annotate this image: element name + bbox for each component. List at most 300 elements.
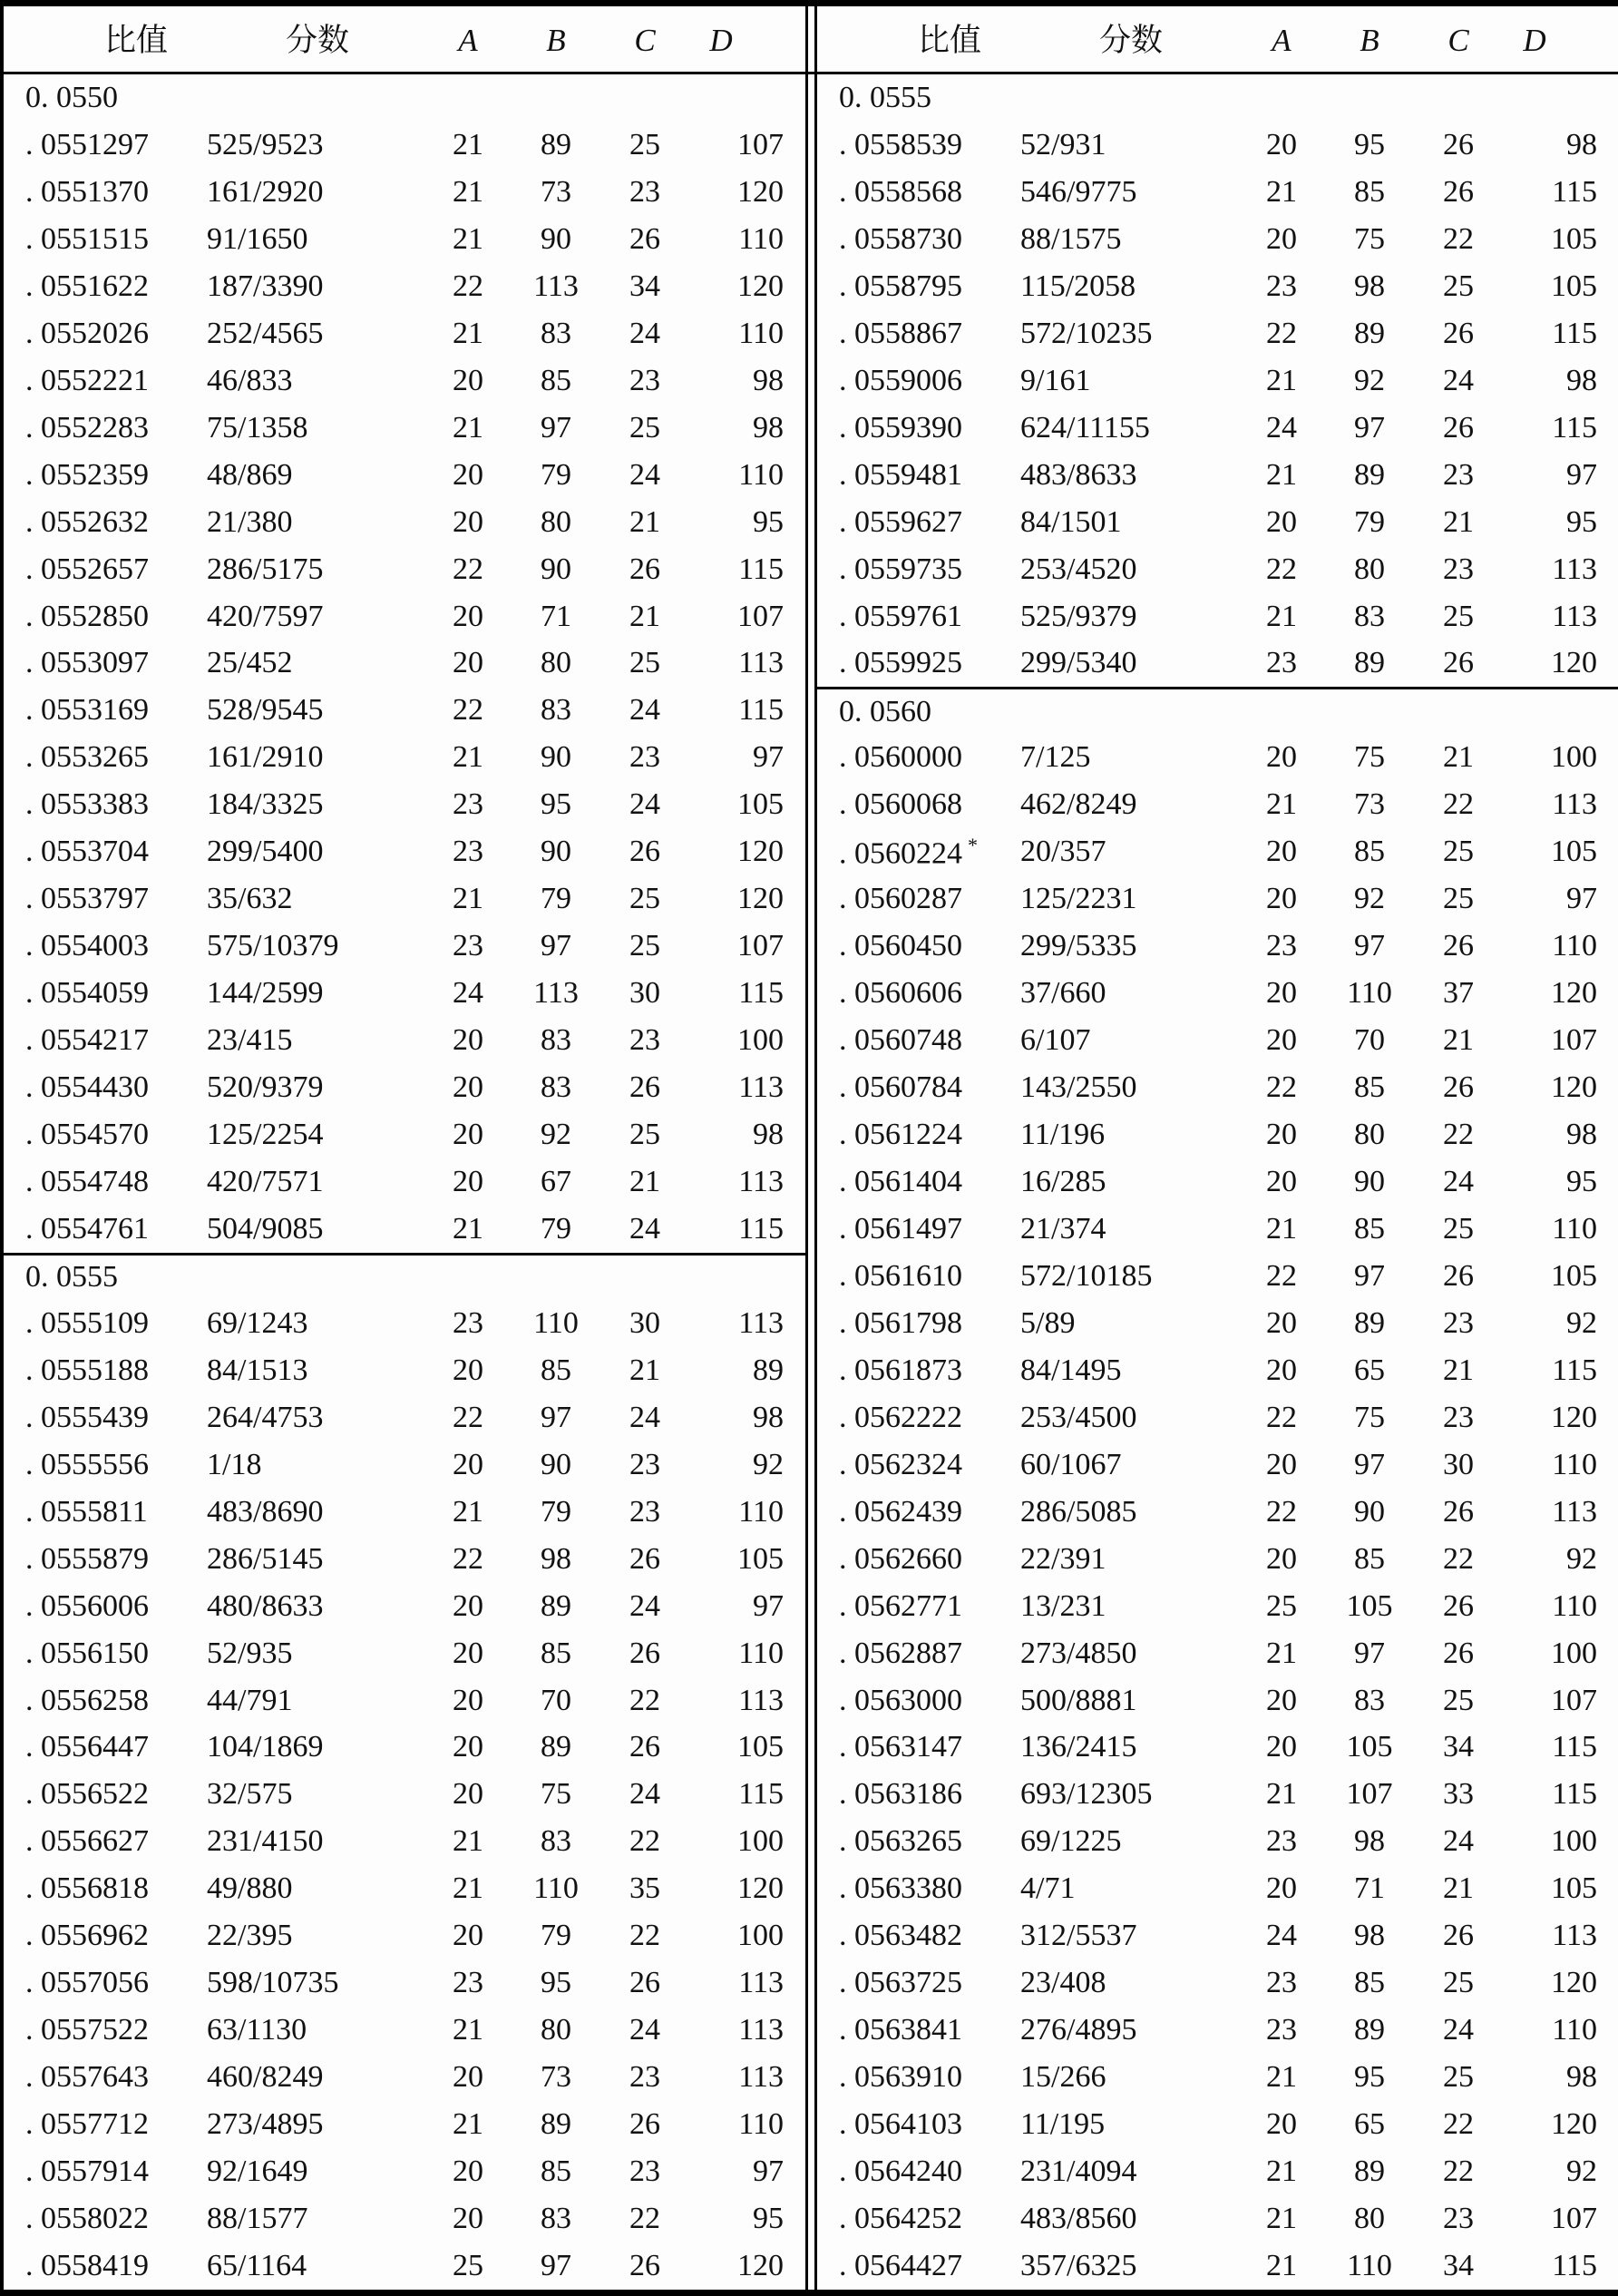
table-row (4, 310, 805, 357)
ratio-cell: . 0551370 (25, 174, 149, 209)
fraction-cell: 483/8690 (207, 1494, 324, 1529)
d-cell: 92 (1566, 1305, 1597, 1340)
c-cell: 26 (1443, 174, 1474, 209)
ratio-cell: . 0559925 (839, 646, 962, 680)
b-cell: 89 (541, 1588, 571, 1623)
d-cell: 110 (738, 316, 784, 350)
fraction-cell: 16/285 (1020, 1164, 1106, 1198)
table-row (4, 357, 805, 405)
table-row (4, 1347, 805, 1394)
b-cell: 80 (1354, 552, 1385, 586)
section-label: 0. 0550 (25, 80, 118, 114)
table-row (817, 1300, 1618, 1347)
a-cell: 20 (1266, 1305, 1297, 1340)
b-cell: 89 (1354, 1305, 1385, 1340)
b-cell: 71 (1354, 1871, 1385, 1906)
c-cell: 24 (629, 1588, 660, 1623)
fraction-cell: 49/880 (207, 1871, 293, 1906)
a-cell: 20 (453, 1683, 483, 1717)
fraction-cell: 91/1650 (207, 221, 308, 256)
fraction-cell: 9/161 (1020, 363, 1091, 397)
ratio-cell: . 0560606 (839, 976, 962, 1011)
table-row (817, 923, 1618, 970)
a-cell: 20 (1266, 1730, 1297, 1764)
a-cell: 21 (1266, 2060, 1297, 2095)
table-row (4, 1771, 805, 1818)
c-cell: 23 (1443, 457, 1474, 492)
a-cell: 25 (453, 2249, 483, 2283)
c-cell: 25 (1443, 269, 1474, 303)
a-cell: 20 (1266, 1541, 1297, 1576)
a-cell: 22 (1266, 1070, 1297, 1105)
a-cell: 21 (453, 410, 483, 445)
a-cell: 23 (453, 1966, 483, 2000)
b-cell: 90 (541, 1447, 571, 1481)
table-row (817, 2195, 1618, 2242)
fraction-cell: 115/2058 (1020, 269, 1136, 303)
b-cell: 83 (541, 1070, 571, 1105)
table-row (4, 2054, 805, 2101)
fraction-cell: 104/1869 (207, 1730, 324, 1764)
c-cell: 23 (629, 363, 660, 397)
table-row (817, 2007, 1618, 2054)
a-cell: 20 (1266, 2107, 1297, 2142)
b-cell: 95 (541, 787, 571, 822)
c-cell: 21 (1443, 1353, 1474, 1387)
table-row (4, 169, 805, 216)
b-cell: 95 (541, 1966, 571, 2000)
a-cell: 20 (453, 1730, 483, 1764)
fraction-cell: 693/12305 (1020, 1777, 1153, 1812)
a-cell: 20 (1266, 1447, 1297, 1481)
c-cell: 25 (1443, 1683, 1474, 1717)
a-cell: 21 (453, 1871, 483, 1906)
b-cell: 80 (541, 2013, 571, 2047)
d-cell: 110 (738, 221, 784, 256)
c-cell: 22 (1443, 787, 1474, 822)
b-cell: 83 (541, 693, 571, 728)
table-row (817, 546, 1618, 593)
fraction-cell: 20/357 (1020, 835, 1106, 869)
c-cell: 25 (1443, 1211, 1474, 1246)
d-cell: 100 (737, 1023, 784, 1058)
a-cell: 23 (453, 929, 483, 963)
b-cell: 90 (1354, 1494, 1385, 1529)
table-row (817, 875, 1618, 923)
table-header-row (4, 6, 805, 74)
table-row (4, 2148, 805, 2195)
a-cell: 21 (453, 2107, 483, 2142)
table-body-left (4, 74, 805, 2290)
d-cell: 110 (738, 1494, 784, 1529)
section-label: 0. 0555 (25, 1260, 118, 1295)
a-cell: 21 (1266, 599, 1297, 633)
d-cell: 92 (753, 1447, 784, 1481)
fraction-cell: 252/4565 (207, 316, 324, 350)
a-cell: 22 (453, 1541, 483, 1576)
fraction-cell: 23/415 (207, 1023, 293, 1058)
fraction-cell: 35/632 (207, 882, 293, 916)
d-cell: 120 (737, 835, 784, 869)
ratio-cell: . 0564103 (839, 2107, 962, 2142)
c-cell: 24 (629, 316, 660, 350)
table-row (4, 546, 805, 593)
c-cell: 22 (629, 2202, 660, 2236)
c-cell: 25 (629, 410, 660, 445)
ratio-cell: . 0561873 (839, 1353, 962, 1387)
table-row (4, 499, 805, 546)
a-cell: 21 (453, 127, 483, 161)
ratio-cell: . 0552657 (25, 552, 149, 586)
fraction-cell: 286/5175 (207, 552, 324, 586)
a-cell: 21 (453, 2013, 483, 2047)
a-cell: 20 (1266, 1683, 1297, 1717)
table-row (4, 875, 805, 923)
a-cell: 22 (1266, 1494, 1297, 1529)
d-cell: 115 (1552, 174, 1597, 209)
a-cell: 23 (1266, 269, 1297, 303)
c-cell: 22 (629, 1919, 660, 1953)
a-cell: 20 (453, 599, 483, 633)
b-cell: 71 (541, 599, 571, 633)
table-row (4, 1630, 805, 1677)
c-cell: 26 (629, 1730, 660, 1764)
d-cell: 113 (738, 646, 784, 680)
d-cell: 105 (737, 787, 784, 822)
b-cell: 83 (1354, 1683, 1385, 1717)
table-row (817, 734, 1618, 781)
d-cell: 113 (1552, 552, 1597, 586)
ratio-cell: . 0551297 (25, 127, 149, 161)
a-cell: 20 (1266, 976, 1297, 1011)
c-cell: 25 (629, 127, 660, 161)
ratio-cell: . 0556258 (25, 1683, 149, 1717)
b-cell: 110 (1347, 976, 1392, 1011)
d-cell: 113 (1552, 599, 1597, 633)
fraction-cell: 22/395 (207, 1919, 293, 1953)
fraction-cell: 52/935 (207, 1636, 293, 1670)
ratio-cell: . 0562324 (839, 1447, 962, 1481)
a-cell: 21 (1266, 2154, 1297, 2189)
a-cell: 20 (1266, 504, 1297, 539)
c-cell: 24 (629, 457, 660, 492)
d-cell: 110 (1552, 2013, 1597, 2047)
c-cell: 26 (1443, 1070, 1474, 1105)
fraction-cell: 22/391 (1020, 1541, 1106, 1576)
b-cell: 89 (541, 127, 571, 161)
d-cell: 105 (1551, 269, 1597, 303)
a-cell: 20 (453, 1447, 483, 1481)
ratio-cell: . 0558867 (839, 316, 962, 350)
b-cell: 79 (1354, 504, 1385, 539)
table-row (817, 828, 1618, 875)
a-cell: 25 (1266, 1588, 1297, 1623)
fraction-cell: 231/4094 (1020, 2154, 1137, 2189)
b-cell: 79 (541, 1211, 571, 1246)
d-cell: 115 (1552, 410, 1597, 445)
column-header-b: B (546, 23, 566, 58)
ratio-cell: . 0557914 (25, 2154, 149, 2189)
ratio-cell: . 0560000 (839, 740, 962, 775)
b-cell: 105 (1346, 1730, 1393, 1764)
c-cell: 30 (629, 1305, 660, 1340)
b-cell: 90 (541, 835, 571, 869)
section-header-row (817, 687, 1618, 734)
ratio-cell: . 0554430 (25, 1070, 149, 1105)
b-cell: 67 (541, 1164, 571, 1198)
d-cell: 120 (737, 882, 784, 916)
c-cell: 23 (629, 2154, 660, 2189)
d-cell: 97 (1566, 882, 1597, 916)
a-cell: 20 (1266, 127, 1297, 161)
table-row (4, 781, 805, 828)
d-cell: 110 (1552, 929, 1597, 963)
table-row (4, 734, 805, 781)
ratio-cell: . 0553704 (25, 835, 149, 869)
b-cell: 70 (1354, 1023, 1385, 1058)
d-cell: 97 (753, 1588, 784, 1623)
ratio-cell: . 0551515 (25, 221, 149, 256)
b-cell: 73 (541, 174, 571, 209)
d-cell: 115 (1552, 1777, 1597, 1812)
d-cell: 92 (1566, 1541, 1597, 1576)
b-cell: 97 (1354, 1636, 1385, 1670)
b-cell: 85 (1354, 835, 1385, 869)
c-cell: 26 (1443, 410, 1474, 445)
ratio-cell: . 0556006 (25, 1588, 149, 1623)
c-cell: 24 (629, 1211, 660, 1246)
d-cell: 95 (1566, 504, 1597, 539)
d-cell: 115 (1552, 1730, 1597, 1764)
table-row (4, 640, 805, 687)
table-row (817, 1771, 1618, 1818)
c-cell: 23 (629, 174, 660, 209)
table-row (4, 1489, 805, 1536)
ratio-cell: . 0562660 (839, 1541, 962, 1576)
d-cell: 107 (737, 599, 784, 633)
fraction-cell: 1/18 (207, 1447, 262, 1481)
ratio-cell: . 0553097 (25, 646, 149, 680)
table-row (817, 263, 1618, 310)
fraction-cell: 312/5537 (1020, 1919, 1137, 1953)
fraction-cell: 286/5145 (207, 1541, 324, 1576)
c-cell: 22 (629, 1824, 660, 1859)
c-cell: 26 (1443, 1258, 1474, 1293)
d-cell: 107 (737, 127, 784, 161)
c-cell: 26 (629, 1636, 660, 1670)
d-cell: 100 (737, 1919, 784, 1953)
a-cell: 20 (453, 1636, 483, 1670)
table-row (4, 1724, 805, 1772)
c-cell: 22 (1443, 1118, 1474, 1152)
table-row (4, 1064, 805, 1111)
d-cell: 115 (1552, 2249, 1597, 2283)
fraction-cell: 88/1577 (207, 2202, 308, 2236)
c-cell: 26 (629, 1966, 660, 2000)
ratio-cell: . 0552632 (25, 504, 149, 539)
b-cell: 89 (1354, 457, 1385, 492)
b-cell: 113 (533, 269, 579, 303)
fraction-cell: 480/8633 (207, 1588, 324, 1623)
fraction-cell: 136/2415 (1020, 1730, 1137, 1764)
table-row (817, 640, 1618, 687)
b-cell: 90 (541, 740, 571, 775)
fraction-cell: 84/1495 (1020, 1353, 1122, 1387)
b-cell: 110 (533, 1305, 579, 1340)
c-cell: 23 (1443, 552, 1474, 586)
table-right-half (817, 6, 1618, 2290)
ratio-cell: . 0553383 (25, 787, 149, 822)
fraction-cell: 84/1513 (207, 1353, 308, 1387)
table-row (817, 2242, 1618, 2290)
fraction-cell: 5/89 (1020, 1305, 1076, 1340)
ratio-cell: . 0554748 (25, 1164, 149, 1198)
ratio-cell: . 0560450 (839, 929, 962, 963)
table-row (817, 1347, 1618, 1394)
fraction-cell: 13/231 (1020, 1588, 1106, 1623)
fraction-cell: 15/266 (1020, 2060, 1106, 2095)
ratio-cell: . 0563910 (839, 2060, 962, 2095)
fraction-cell: 25/452 (207, 646, 293, 680)
d-cell: 105 (737, 1730, 784, 1764)
ratio-cell: . 0563186 (839, 1777, 962, 1812)
c-cell: 22 (1443, 1541, 1474, 1576)
d-cell: 110 (1552, 1211, 1597, 1246)
ratio-cell: . 0562222 (839, 1400, 962, 1434)
column-header-fraction: 分数 (285, 23, 349, 58)
table-row (817, 1724, 1618, 1772)
header-divider-line (4, 72, 1618, 74)
c-cell: 25 (1443, 599, 1474, 633)
a-cell: 22 (1266, 1400, 1297, 1434)
fraction-cell: 420/7597 (207, 599, 324, 633)
b-cell: 85 (1354, 1070, 1385, 1105)
d-cell: 115 (738, 1777, 784, 1812)
c-cell: 24 (1443, 1164, 1474, 1198)
d-cell: 98 (753, 363, 784, 397)
fraction-cell: 65/1164 (207, 2249, 307, 2283)
a-cell: 21 (1266, 787, 1297, 822)
table-row (817, 781, 1618, 828)
d-cell: 95 (753, 2202, 784, 2236)
fraction-cell: 69/1243 (207, 1305, 308, 1340)
table-row (817, 1818, 1618, 1865)
fraction-cell: 21/374 (1020, 1211, 1106, 1246)
c-cell: 26 (629, 1541, 660, 1576)
table-row (4, 1959, 805, 2007)
table-row (4, 1677, 805, 1724)
d-cell: 105 (1551, 221, 1597, 256)
fraction-cell: 500/8881 (1020, 1683, 1137, 1717)
c-cell: 24 (629, 693, 660, 728)
b-cell: 97 (1354, 410, 1385, 445)
ratio-cell: . 0553265 (25, 740, 149, 775)
column-header-a: A (1272, 23, 1291, 58)
fraction-cell: 144/2599 (207, 976, 324, 1011)
a-cell: 21 (1266, 2202, 1297, 2236)
d-cell: 98 (753, 410, 784, 445)
ratio-cell: . 0558022 (25, 2202, 149, 2236)
c-cell: 23 (629, 1023, 660, 1058)
c-cell: 21 (1443, 1871, 1474, 1906)
a-cell: 22 (453, 693, 483, 728)
c-cell: 25 (629, 646, 660, 680)
column-header-ratio: 比值 (917, 23, 981, 58)
b-cell: 85 (541, 1636, 571, 1670)
b-cell: 90 (541, 552, 571, 586)
ratio-cell: . 0559481 (839, 457, 962, 492)
d-cell: 115 (1552, 316, 1597, 350)
b-cell: 79 (541, 882, 571, 916)
asterisk-marker: * (968, 833, 978, 856)
table-row (817, 2101, 1618, 2148)
b-cell: 65 (1354, 2107, 1385, 2142)
table-row (4, 687, 805, 734)
b-cell: 89 (1354, 2154, 1385, 2189)
c-cell: 24 (629, 1400, 660, 1434)
column-header-c: C (634, 23, 656, 58)
a-cell: 21 (453, 221, 483, 256)
fraction-cell: 264/4753 (207, 1400, 324, 1434)
ratio-cell: . 0555188 (25, 1353, 149, 1387)
c-cell: 26 (1443, 1636, 1474, 1670)
fraction-cell: 624/11155 (1020, 410, 1150, 445)
b-cell: 85 (1354, 1211, 1385, 1246)
c-cell: 24 (1443, 363, 1474, 397)
a-cell: 21 (1266, 2249, 1297, 2283)
table-row (817, 1677, 1618, 1724)
c-cell: 26 (1443, 1919, 1474, 1953)
table-row (4, 122, 805, 169)
c-cell: 26 (1443, 127, 1474, 161)
a-cell: 20 (1266, 1023, 1297, 1058)
b-cell: 79 (541, 1494, 571, 1529)
c-cell: 23 (629, 1447, 660, 1481)
c-cell: 24 (1443, 1824, 1474, 1859)
fraction-cell: 546/9775 (1020, 174, 1137, 209)
c-cell: 26 (629, 1070, 660, 1105)
a-cell: 22 (453, 1400, 483, 1434)
ratio-cell: . 0559006 (839, 363, 962, 397)
d-cell: 113 (738, 1305, 784, 1340)
c-cell: 21 (629, 1164, 660, 1198)
a-cell: 20 (1266, 221, 1297, 256)
ratio-cell: . 0564252 (839, 2202, 962, 2236)
fraction-cell: 299/5335 (1020, 929, 1137, 963)
fraction-cell: 286/5085 (1020, 1494, 1137, 1529)
ratio-cell: . 0559735 (839, 552, 962, 586)
d-cell: 115 (738, 976, 784, 1011)
ratio-cell: . 0553797 (25, 882, 149, 916)
table-row (817, 122, 1618, 169)
ratio-cell: . 0557712 (25, 2107, 149, 2142)
ratio-cell: . 0556522 (25, 1777, 149, 1812)
table-row (4, 828, 805, 875)
table-row (4, 970, 805, 1017)
b-cell: 65 (1354, 1353, 1385, 1387)
b-cell: 92 (541, 1118, 571, 1152)
d-cell: 120 (1551, 2107, 1597, 2142)
fraction-cell: 273/4895 (207, 2107, 324, 2142)
d-cell: 98 (1566, 127, 1597, 161)
b-cell: 83 (541, 316, 571, 350)
b-cell: 90 (1354, 1164, 1385, 1198)
d-cell: 113 (1552, 1919, 1597, 1953)
fraction-cell: 525/9379 (1020, 599, 1137, 633)
a-cell: 21 (453, 1494, 483, 1529)
c-cell: 25 (629, 882, 660, 916)
table-row (817, 1912, 1618, 1959)
